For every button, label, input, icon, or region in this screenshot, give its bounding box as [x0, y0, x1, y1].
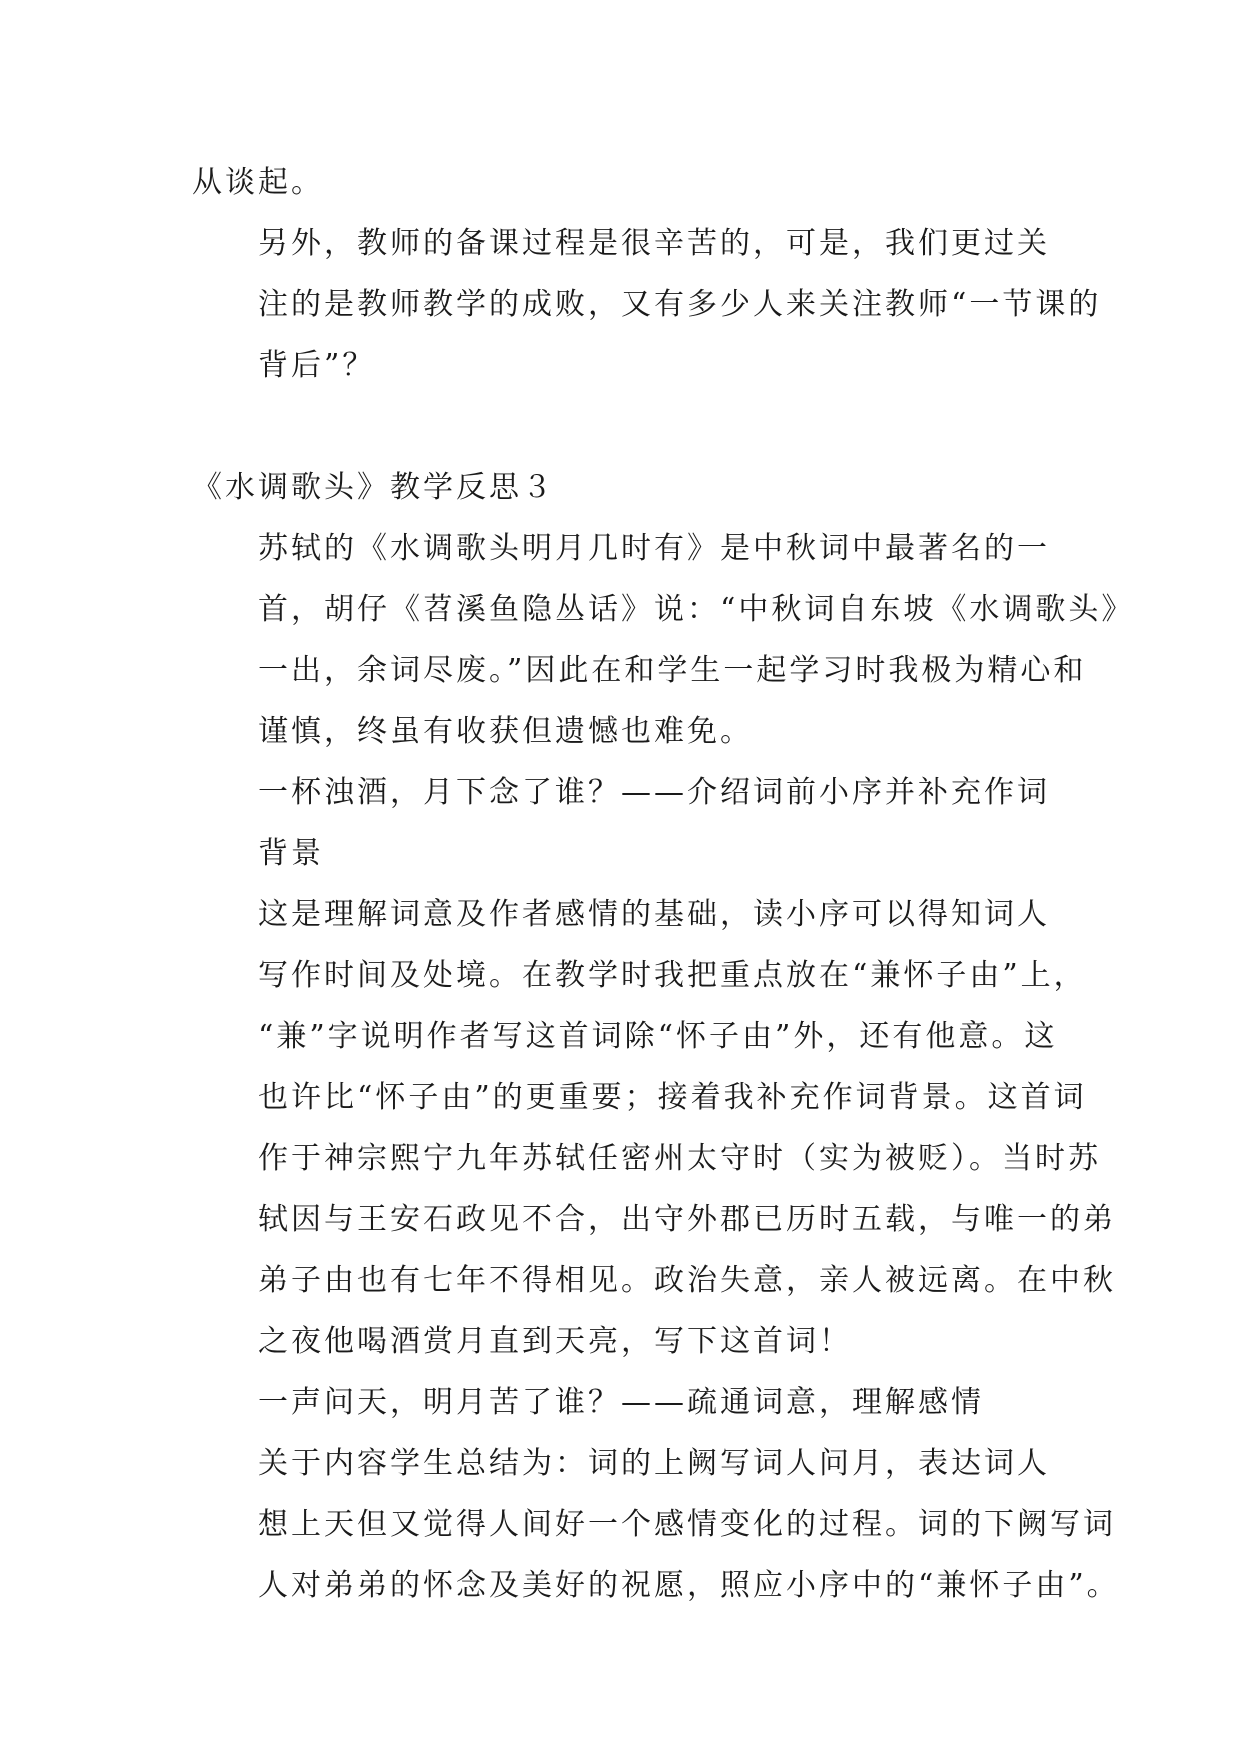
paragraph-background: [192, 884, 1116, 1372]
text-line: 这是理解词意及作者感情的基础，读小序可以得知词人: [258, 897, 1050, 932]
text-line: 一杯浊酒，月下念了谁？——介绍词前小序并补充作词: [258, 775, 1050, 810]
text-line: 注的是教师教学的成败，又有多少人来关注教师“一节课的: [258, 287, 1102, 322]
text-line: 一出，余词尽废。”因此在和学生一起学习时我极为精心和: [258, 653, 1087, 688]
text-line: 也许比“怀子由”的更重要；接着我补充作词背景。这首词: [258, 1080, 1087, 1115]
text-line: 写作时间及处境。在教学时我把重点放在“兼怀子由”上，: [258, 958, 1087, 993]
text-line: 轼因与王安石政见不合，出守外郡已历时五载，与唯一的弟: [258, 1202, 1116, 1237]
text-line: “兼”字说明作者写这首词除“怀子由”外，还有他意。这: [258, 1019, 1058, 1054]
text-line: 首，胡仔《苕溪鱼隐丛话》说：“中秋词自东坡《水调歌头》: [258, 592, 1135, 627]
paragraph-intro: [192, 518, 1135, 762]
paragraph-continuation: [192, 152, 1072, 213]
text-line: 关于内容学生总结为：词的上阙写词人问月，表达词人: [258, 1446, 1050, 1481]
paragraph-summary: [192, 1433, 1120, 1616]
subheading-meaning: [192, 1372, 1072, 1433]
text-line: 背后”？: [258, 348, 376, 383]
text-line: 弟子由也有七年不得相见。政治失意，亲人被远离。在中秋: [258, 1263, 1116, 1298]
text-line: 人对弟弟的怀念及美好的祝愿，照应小序中的“兼怀子由”。: [258, 1568, 1120, 1603]
text-line: 谨慎，终虽有收获但遗憾也难免。: [258, 714, 753, 749]
text-line: 作于神宗熙宁九年苏轼任密州太守时（实为被贬）。当时苏: [258, 1141, 1101, 1176]
text-line: 苏轼的《水调歌头明月几时有》是中秋词中最著名的一: [258, 531, 1050, 566]
subheading-background: [192, 762, 1072, 884]
text-line: 背景: [258, 836, 324, 871]
paragraph-teacher-preparation: [192, 213, 1102, 396]
text-line: 另外，教师的备课过程是很辛苦的，可是，我们更过关: [258, 226, 1050, 261]
text-line: 从谈起。: [192, 165, 324, 200]
section-title: 《水调歌头》教学反思３: [192, 470, 555, 505]
text-line: 一声问天，明月苦了谁？——疏通词意，理解感情: [258, 1385, 984, 1420]
text-line: 之夜他喝酒赏月直到天亮，写下这首词！: [258, 1324, 852, 1359]
text-line: 想上天但又觉得人间好一个感情变化的过程。词的下阙写词: [258, 1507, 1116, 1542]
document-body: [192, 152, 1135, 1616]
section-spacer: [192, 396, 1072, 457]
